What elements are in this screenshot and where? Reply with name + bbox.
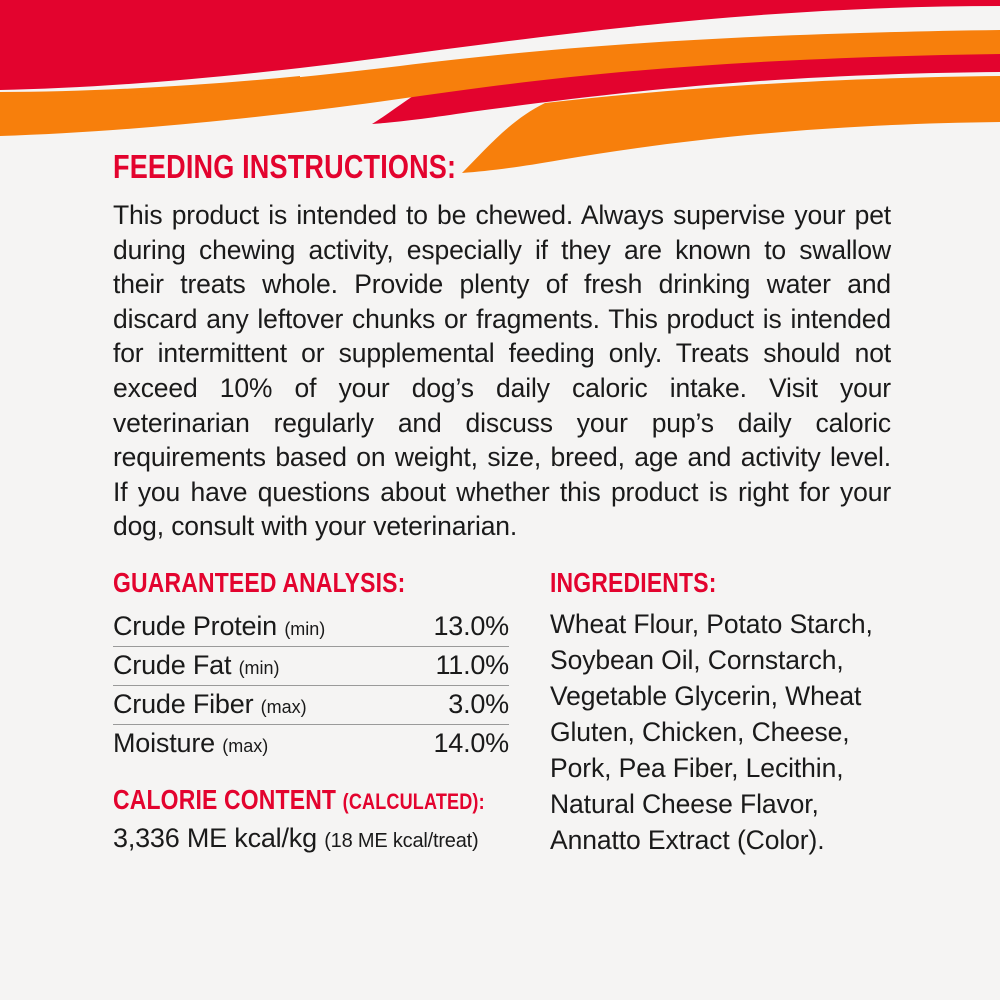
lower-columns [113,568,913,858]
guaranteed-analysis-column [113,568,513,854]
nutrient-qualifier: (max) [222,736,269,756]
table-row [113,725,509,764]
label-content-area [113,150,903,544]
nutrient-name-cell [113,608,405,647]
nutrient-value: 3.0% [405,686,509,725]
calorie-content-value: 3,336 ME kcal/kg [113,823,317,853]
calorie-content-per-treat: (18 ME kcal/treat) [324,830,479,852]
calorie-content-heading [113,784,485,817]
nutrient-value: 11.0% [405,647,509,686]
calorie-content-calculated-note: (CALCULATED): [342,789,485,814]
calorie-content-heading-main: CALORIE CONTENT [113,784,337,815]
nutrient-qualifier: (min) [238,658,280,678]
nutrient-qualifier: (max) [260,697,307,717]
wave-orange-band [0,30,1000,136]
wave-orange-band-sliver [0,76,300,98]
table-row [113,608,509,647]
guaranteed-analysis-heading: GUARANTEED ANALYSIS: [113,567,406,598]
nutrient-value: 13.0% [433,611,509,641]
wave-red-band [0,0,1000,90]
ingredients-column [550,568,910,858]
nutrient-qualifier: (min) [284,619,326,639]
guaranteed-analysis-table [113,608,509,763]
nutrient-label: Crude Fat [113,650,232,680]
nutrient-name-cell [113,725,405,764]
nutrient-value: 14.0% [405,725,509,764]
ingredients-body: Wheat Flour, Potato Starch, Soybean Oil, Cornstarch, Vegetable Glycerin, Wheat Gluten, Chicken, Cheese, Pork, Pea Fiber, Lecithin, Natural Cheese Flavor, Annatto Extract (Color). [550,609,873,855]
nutrient-label: Crude Fiber [113,689,254,719]
feeding-instructions-body: This product is intended to be chewed. Always supervise your pet during chewing activity, especially if they are known to swallow their treats whole. Provide plenty of fresh drinking water and discard any leftover chunks or fragments. This product is intended for intermittent or supplemental feeding only. Treats should not exceed 10% of your dog’s daily caloric intake. Visit your veterinarian regularly and discuss your pup’s daily caloric requirements based on weight, size, breed, age and activity level. If you have questions about whether this product is right for your dog, consult with your veterinarian. [113,200,891,542]
table-row [113,647,509,686]
calorie-content-block [113,785,513,854]
nutrient-label: Moisture [113,728,215,758]
table-row [113,686,509,725]
nutrient-label: Crude Protein [113,611,277,641]
feeding-instructions-heading: FEEDING INSTRUCTIONS: [113,148,457,185]
nutrient-name-cell [113,647,405,686]
ingredients-heading: INGREDIENTS: [550,567,717,598]
calorie-content-value-row [113,823,513,854]
nutrient-name-cell [113,686,405,725]
wave-red-band-tail [372,38,1000,124]
